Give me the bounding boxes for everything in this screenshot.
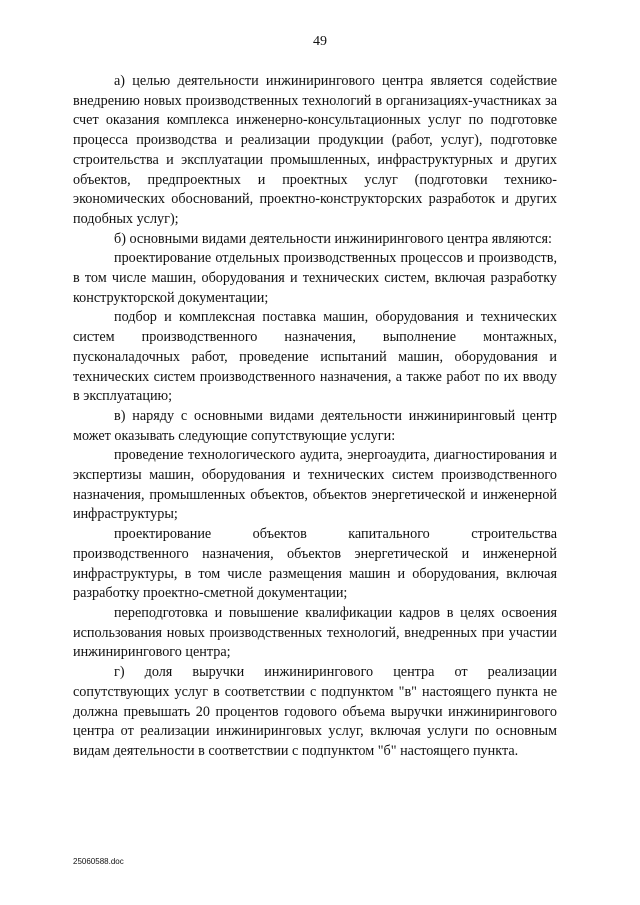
page-number: 49 <box>313 34 327 49</box>
paragraph-b-item-1: проектирование отдельных производственных процессов и производств, в том числе машин, оборудования и технических систем, включая разработку конструкторской документации; <box>73 250 557 306</box>
paragraph-v-item-2: проектирование объектов капитального строительства производственного назначения, объектов энергетической и инженерной инфраструктуры, в том числе размещения машин и оборудования, включая разработку проектно-сметной документации; <box>73 526 557 602</box>
document-body <box>73 72 557 762</box>
paragraph-v-item-1: проведение технологического аудита, энергоаудита, диагностирования и экспертизы машин, оборудования и технических систем производственного назначения, промышленных объектов, объектов энергетической и инженерной инфраструктуры; <box>73 447 557 523</box>
paragraph-b: б) основными видами деятельности инжинирингового центра являются: <box>114 230 552 247</box>
file-name-footer: 25060588.doc <box>73 857 124 866</box>
paragraph-a: а) целью деятельности инжинирингового центра является содействие внедрению новых производственных технологий в организациях-участниках за счет оказания комплекса инженерно-консультационных услуг по подготовке процесса производства и реализации продукции (работ, услуг), подготовке строительства и эксплуатации промышленных, инфраструктурных и других объектов, предпроектных и проектных услуг (подготовки технико-экономических обоснований, проектно-конструкторских разработок и других подобных услуг); <box>73 73 557 227</box>
paragraph-v-item-3: переподготовка и повышение квалификации кадров в целях освоения использования новых производственных технологий, внедренных при участии инжинирингового центра; <box>73 604 557 661</box>
paragraph-g: г) доля выручки инжинирингового центра от реализации сопутствующих услуг в соответствии с подпунктом "в" настоящего пункта не должна превышать 20 процентов годового объема выручки инжинирингового центра от реализации инжиниринговых услуг, включая услуги по основным видам деятельности в соответствии с подпунктом "б" настоящего пункта. <box>73 664 557 759</box>
paragraph-b-item-2: подбор и комплексная поставка машин, оборудования и технических систем производственного назначения, выполнение монтажных, пусконаладочных работ, проведение испытаний машин, оборудования и технических систем производственного назначения, а также работ по их вводу в эксплуатацию; <box>73 309 557 405</box>
paragraph-v: в) наряду с основными видами деятельности инжиниринговый центр может оказывать следующие сопутствующие услуги: <box>73 407 557 444</box>
